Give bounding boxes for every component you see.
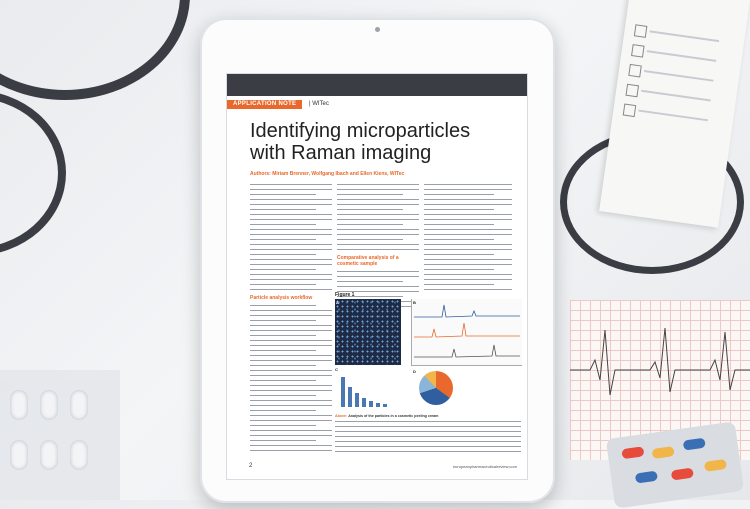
article-authors: Authors: Miriam Brenner, Wolfgang Ibach and Ellen Kiens, WITec bbox=[250, 171, 405, 177]
figure-caption bbox=[335, 414, 521, 454]
section-source: | WITec bbox=[309, 101, 329, 107]
section-heading-comparative: Comparative analysis of a cosmetic sample bbox=[337, 255, 399, 267]
tablet-device bbox=[200, 18, 555, 503]
text-column-1 bbox=[250, 182, 332, 453]
spectra-panel bbox=[411, 299, 522, 366]
figure-label: Figure 1 bbox=[335, 292, 355, 298]
article-title: Identifying microparticles with Raman imaging bbox=[250, 120, 471, 164]
bar-chart-panel bbox=[337, 367, 397, 407]
footer-url: europeanpharmaceuticalreview.com bbox=[452, 464, 517, 469]
stethoscope-tube-top bbox=[0, 0, 190, 100]
panel-label-c: C bbox=[335, 367, 338, 372]
tablet-screen bbox=[227, 74, 527, 479]
panel-label-a: A bbox=[336, 300, 339, 305]
pie-chart-panel bbox=[419, 371, 453, 405]
section-heading-workflow: Particle analysis workflow bbox=[250, 295, 313, 301]
caption-lead: Above: bbox=[335, 414, 348, 418]
spectra-lines bbox=[412, 299, 522, 365]
figure-1 bbox=[335, 292, 521, 409]
raman-image-panel bbox=[335, 299, 401, 365]
section-tag: APPLICATION NOTE bbox=[227, 100, 302, 109]
panel-label-b: B bbox=[413, 300, 416, 305]
stethoscope-tube-left bbox=[0, 90, 66, 256]
text-column-2 bbox=[337, 182, 419, 309]
panel-label-d: D bbox=[413, 369, 416, 374]
page-number: 2 bbox=[249, 463, 253, 469]
blister-pack bbox=[0, 370, 120, 500]
caption-title: Analysis of the particles in a cosmetic peeling cream bbox=[348, 414, 439, 418]
camera-icon bbox=[375, 27, 380, 32]
magazine-header-bar bbox=[227, 74, 527, 96]
text-column-3 bbox=[424, 182, 512, 292]
